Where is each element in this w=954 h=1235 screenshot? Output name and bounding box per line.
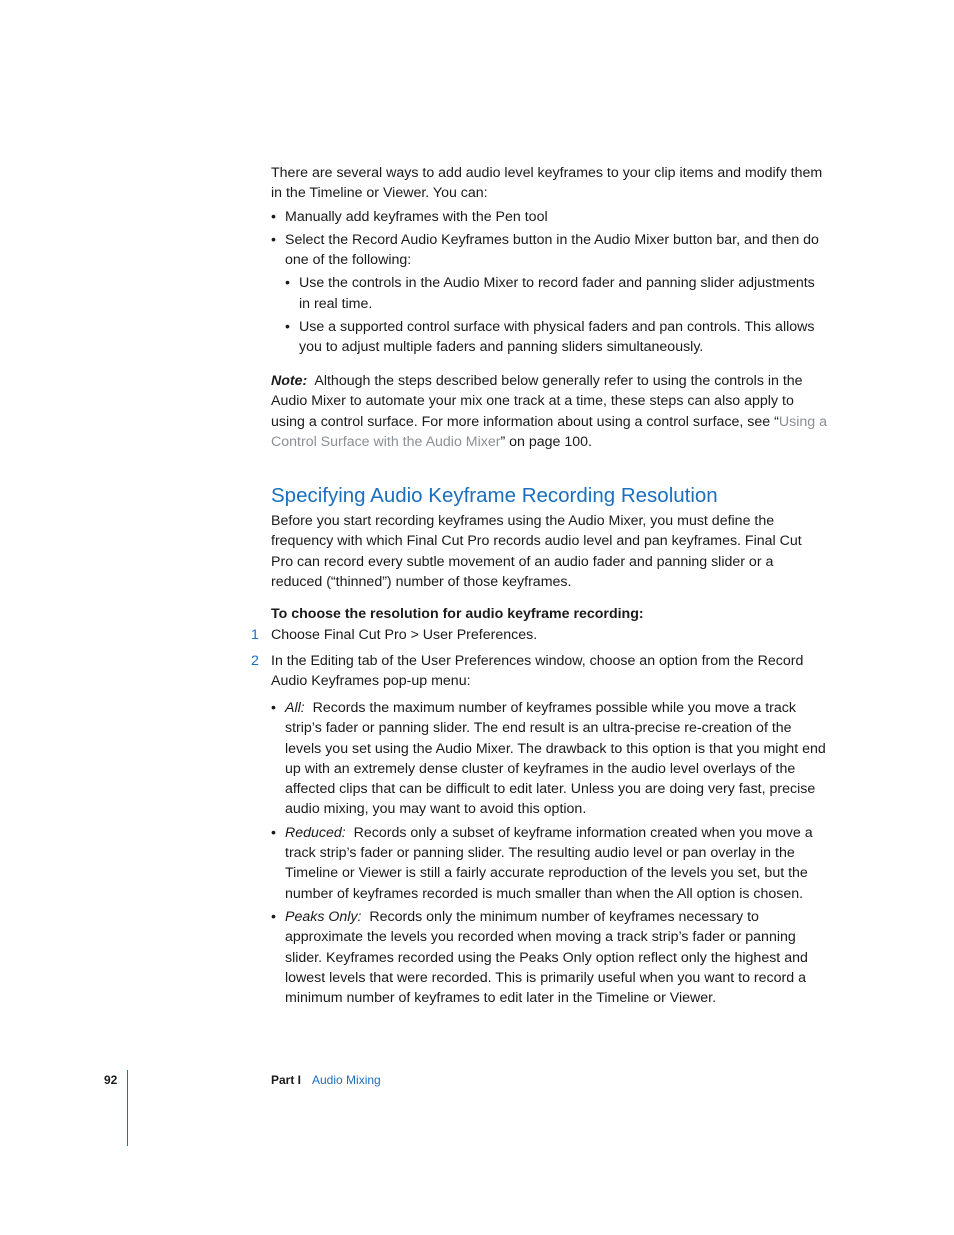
step-1 — [251, 625, 827, 645]
footer-section-label: Audio Mixing — [312, 1073, 381, 1087]
note-paragraph — [271, 371, 827, 452]
cross-reference-link[interactable]: Using a Control Surface with the Audio Mixer — [271, 413, 827, 450]
note-label: Note: — [271, 373, 308, 389]
note-text: Although the steps described below generally refer to using the controls in the Audio Mixer to automate your mix one track at a time, these steps can also apply to using a control surface. For more information about using a control surface, see “ — [271, 373, 803, 430]
page-number: 92 — [104, 1073, 118, 1087]
option-label: Peaks Only: — [285, 908, 362, 925]
option-label: All: — [285, 700, 305, 716]
step-number: 1 — [251, 627, 259, 643]
bullet-item: • Manually add keyframes with the Pen tool — [271, 207, 827, 227]
note-block — [271, 371, 827, 452]
option-text: Records the maximum number of keyframes possible while you move a track strip’s fader or panning slider. The end result is an ultra-precise re-creation of the levels you set using the Audio Mixer. The drawback to this option is that you might end up with an extremely dense cluster of keyframes in the audio level overlays of the affected clips that can be difficult to edit later. Unless you are doing very fast, precise audio mixing, you may want to avoid this option. — [285, 700, 826, 818]
task-title: To choose the resolution for audio keyframe recording: — [271, 606, 644, 622]
footer-divider — [127, 1070, 128, 1146]
section-body — [271, 511, 827, 592]
option-text: Records only the minimum number of keyframes necessary to approximate the levels you recorded when moving a track strip’s fader or panning slider. Keyframes recorded using the Peaks Only option reflect only the highest and lowest levels that were recorded. This is primarily useful when you want to record a minimum number of keyframes to edit later in the Timeline or Viewer. — [285, 908, 808, 1007]
task-title-block — [271, 604, 827, 624]
option-label: Reduced: — [285, 824, 346, 841]
option-text: Records only a subset of keyframe information created when you move a track strip’s fader or panning slider. The resulting audio level or pan overlay in the Timeline or Viewer is still a fairly accurate reproduction of the levels you set, but the number of keyframes recorded is much smaller than when the All option is chosen. — [285, 824, 813, 902]
step-number: 2 — [251, 653, 259, 669]
section-heading: Specifying Audio Keyframe Recording Resolution — [271, 484, 718, 507]
footer-part-label: Part I — [271, 1073, 302, 1087]
option-peaks-only — [271, 907, 827, 1008]
step-text: Choose Final Cut Pro > User Preferences. — [271, 627, 538, 643]
step-2 — [251, 651, 827, 692]
note-page-ref: ” on page 100. — [500, 433, 592, 450]
bullet-item: • Select the Record Audio Keyframes button in the Audio Mixer button bar, and then do one of the following: — [271, 230, 827, 271]
option-all — [271, 698, 827, 820]
intro-paragraph: There are several ways to add audio level keyframes to your clip items and modify them in the Timeline or Viewer. You can: — [271, 165, 823, 202]
step-text: In the Editing tab of the User Preferences window, choose an option from the Record Audio Keyframes pop-up menu: — [271, 653, 804, 690]
sub-bullet-item: • Use a supported control surface with physical faders and pan controls. This allows you to adjust multiple faders and panning sliders simultaneously. — [285, 317, 827, 358]
option-reduced — [271, 823, 827, 904]
section-paragraph: Before you start recording keyframes using the Audio Mixer, you must define the frequency with which Final Cut Pro records audio level and pan keyframes. Final Cut Pro can record every subtle movement of an audio fader and panning slider or a reduced (“thinned”) number of those keyframes. — [271, 513, 802, 590]
sub-bullet-item: • Use the controls in the Audio Mixer to record fader and panning slider adjustments in real time. — [285, 273, 827, 314]
intro-block — [271, 163, 827, 358]
options-list — [271, 698, 827, 1008]
